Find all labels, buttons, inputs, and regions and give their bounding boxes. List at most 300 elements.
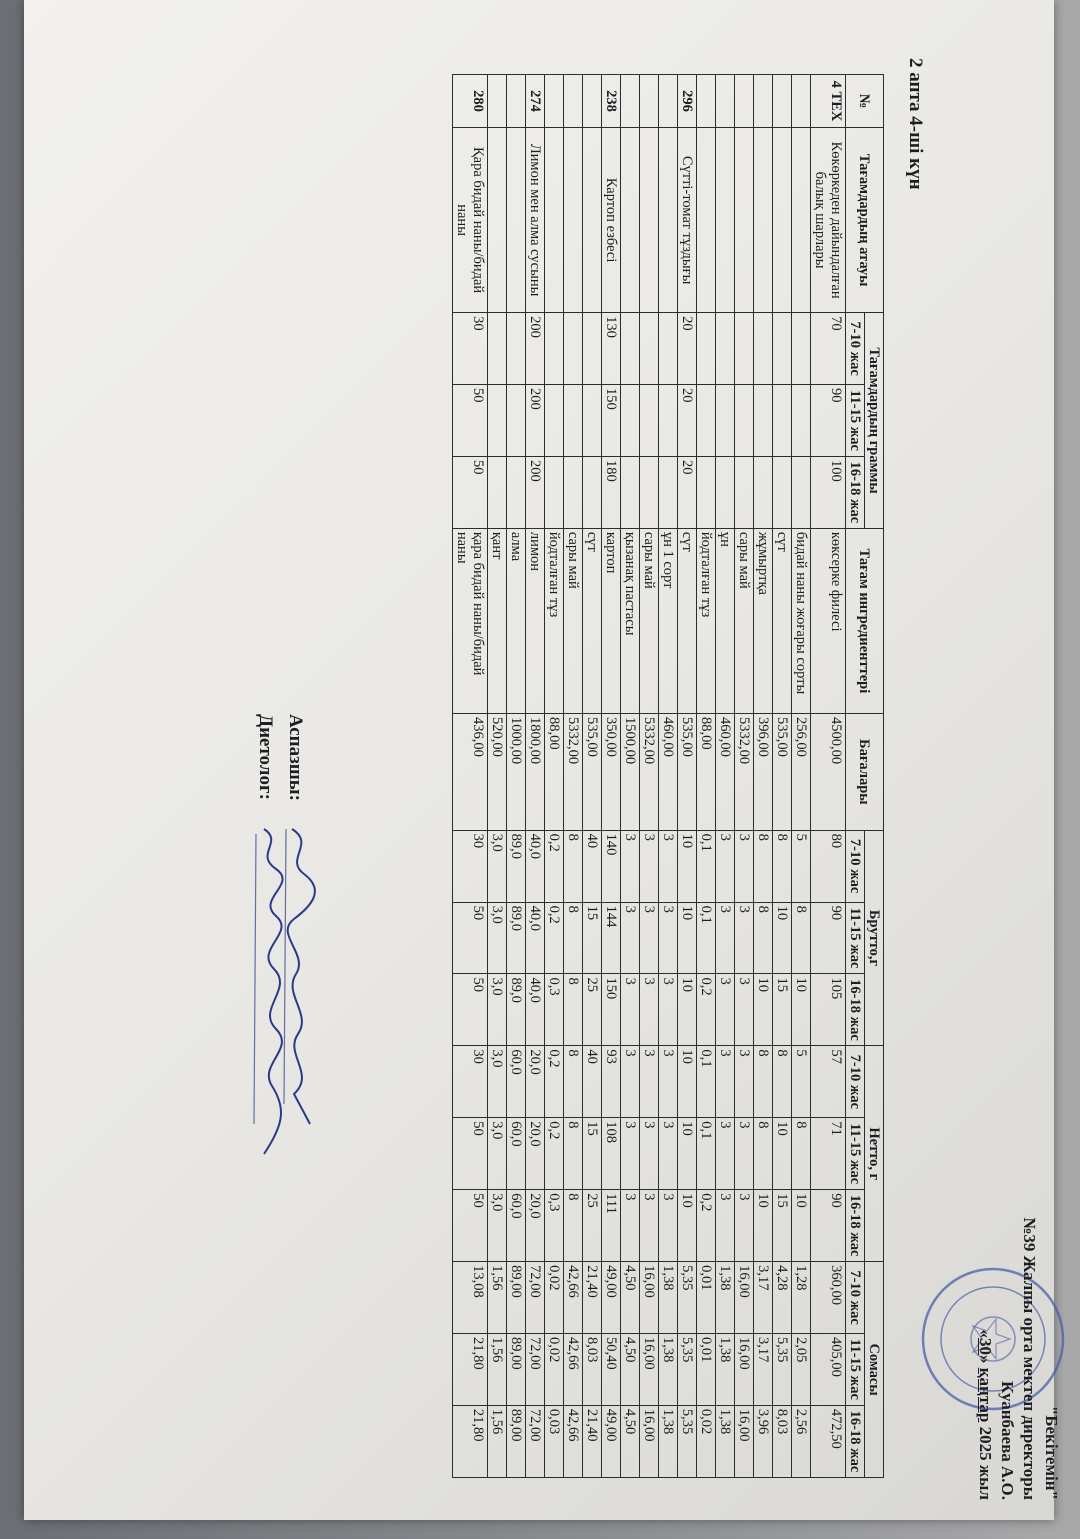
price-cell: 436,00 — [453, 713, 488, 830]
sum-cell: 42,66 — [564, 1405, 583, 1477]
approval-word: "Бекітемін" — [1042, 1405, 1061, 1500]
recipe-code-cell: 280 — [453, 75, 488, 128]
table-row — [564, 75, 583, 1478]
recipe-code-cell — [545, 75, 564, 128]
netto-cell: 8 — [754, 1118, 773, 1190]
dish-name-cell — [697, 128, 716, 313]
dish-gram-cell — [735, 313, 754, 385]
netto-cell: 71 — [811, 1118, 846, 1190]
recipe-code-cell — [564, 75, 583, 128]
netto-cell: 3 — [640, 1118, 659, 1190]
sum-cell: 4,50 — [621, 1334, 640, 1406]
sum-cell: 89,00 — [507, 1262, 526, 1334]
netto-cell: 40 — [583, 1046, 602, 1118]
netto-cell: 108 — [602, 1118, 621, 1190]
dish-name-cell: Қара бидай наны/бидай наны — [453, 128, 488, 313]
dish-gram-cell — [659, 313, 678, 385]
dish-gram-cell — [659, 385, 678, 457]
age-header-sum-0: 7-10 жас — [846, 1262, 865, 1334]
sum-cell: 16,00 — [735, 1262, 754, 1334]
dish-name-cell — [640, 128, 659, 313]
dish-name-cell — [621, 128, 640, 313]
brutto-cell: 3,0 — [488, 974, 507, 1046]
recipe-code-cell — [640, 75, 659, 128]
table-row — [811, 75, 846, 1478]
price-cell: 460,00 — [716, 713, 735, 830]
dish-gram-cell — [792, 456, 811, 528]
netto-cell: 8 — [564, 1190, 583, 1262]
brutto-cell: 3 — [659, 974, 678, 1046]
ingredient-cell: ұн 1 сорт — [659, 528, 678, 713]
brutto-cell: 3,0 — [488, 830, 507, 902]
brutto-cell: 3 — [640, 830, 659, 902]
dish-gram-cell — [640, 456, 659, 528]
price-cell: 5332,00 — [735, 713, 754, 830]
netto-cell: 10 — [792, 1190, 811, 1262]
dish-name-cell — [507, 128, 526, 313]
sum-cell: 0,01 — [697, 1262, 716, 1334]
age-header-gram-0: 7-10 жас — [846, 313, 865, 385]
brutto-cell: 89,0 — [507, 830, 526, 902]
ingredient-cell: сүт — [773, 528, 792, 713]
netto-cell: 3 — [640, 1046, 659, 1118]
sum-cell: 3,17 — [754, 1334, 773, 1406]
brutto-cell: 8 — [754, 830, 773, 902]
col-header-dish-gram: Тағамдардың граммы — [865, 313, 884, 529]
netto-cell: 5 — [792, 1046, 811, 1118]
dish-gram-cell — [621, 313, 640, 385]
recipe-code-cell: 4 ТЕХ — [811, 75, 846, 128]
netto-cell: 3 — [735, 1118, 754, 1190]
ingredient-cell: сүт — [583, 528, 602, 713]
brutto-cell: 3 — [640, 974, 659, 1046]
sum-cell: 8,03 — [773, 1405, 792, 1477]
recipe-code-cell — [583, 75, 602, 128]
sum-cell: 16,00 — [735, 1405, 754, 1477]
table-row — [792, 75, 811, 1478]
recipe-code-cell: 238 — [602, 75, 621, 128]
dish-gram-cell — [716, 385, 735, 457]
menu-table-body — [453, 75, 846, 1478]
dish-gram-cell: 50 — [453, 456, 488, 528]
sum-cell: 5,35 — [678, 1262, 697, 1334]
price-cell: 88,00 — [545, 713, 564, 830]
sum-cell: 4,50 — [621, 1405, 640, 1477]
brutto-cell: 3 — [659, 830, 678, 902]
dish-gram-cell — [545, 385, 564, 457]
age-header-brutto-1: 11-15 жас — [846, 902, 865, 974]
brutto-cell: 3 — [621, 830, 640, 902]
netto-cell: 8 — [564, 1118, 583, 1190]
dish-gram-cell — [754, 313, 773, 385]
netto-cell: 3 — [621, 1190, 640, 1262]
brutto-cell: 3 — [716, 830, 735, 902]
recipe-code-cell — [716, 75, 735, 128]
age-header-brutto-2: 16-18 жас — [846, 974, 865, 1046]
recipe-code-cell — [488, 75, 507, 128]
dish-name-cell: Картоп езбесі — [602, 128, 621, 313]
table-row — [602, 75, 621, 1478]
brutto-cell: 40,0 — [526, 974, 545, 1046]
netto-cell: 3,0 — [488, 1046, 507, 1118]
brutto-cell: 150 — [602, 974, 621, 1046]
dish-gram-cell — [507, 385, 526, 457]
table-row — [453, 75, 488, 1478]
sum-cell: 21,40 — [583, 1405, 602, 1477]
col-header-sum: Сомасы — [865, 1262, 884, 1478]
price-cell: 1800,00 — [526, 713, 545, 830]
table-row — [697, 75, 716, 1478]
sum-cell: 0,02 — [545, 1334, 564, 1406]
dish-name-cell: Сүтті-томат тұздығы — [678, 128, 697, 313]
table-row — [773, 75, 792, 1478]
age-header-gram-2: 16-18 жас — [846, 456, 865, 528]
ingredient-cell: сары май — [640, 528, 659, 713]
netto-cell: 20,0 — [526, 1190, 545, 1262]
price-cell: 1500,00 — [621, 713, 640, 830]
sum-cell: 472,50 — [811, 1405, 846, 1477]
sum-cell: 1,38 — [659, 1334, 678, 1406]
netto-cell: 50 — [453, 1190, 488, 1262]
dish-gram-cell — [488, 313, 507, 385]
dish-name-cell: Лимон мен алма сусыны — [526, 128, 545, 313]
recipe-code-cell — [659, 75, 678, 128]
recipe-code-cell — [507, 75, 526, 128]
date-year: 2025 жыл — [976, 1426, 995, 1500]
school-director-line: №39 Жалпы орта мектеп директоры — [1020, 1217, 1039, 1500]
sum-cell: 49,00 — [602, 1262, 621, 1334]
recipe-code-cell: 274 — [526, 75, 545, 128]
brutto-cell: 25 — [583, 974, 602, 1046]
brutto-cell: 10 — [754, 974, 773, 1046]
dish-name-cell — [716, 128, 735, 313]
age-header-sum-2: 16-18 жас — [846, 1405, 865, 1477]
recipe-code-cell — [621, 75, 640, 128]
sum-cell: 42,66 — [564, 1334, 583, 1406]
dish-gram-cell — [754, 456, 773, 528]
dish-name-cell — [792, 128, 811, 313]
dish-gram-cell — [545, 313, 564, 385]
dish-gram-cell — [697, 313, 716, 385]
ingredient-cell: қызанақ пастасы — [621, 528, 640, 713]
dish-name-cell: Көкөркеден дайындалған балық шарлары — [811, 128, 846, 313]
netto-cell: 3 — [659, 1118, 678, 1190]
dish-gram-cell — [735, 456, 754, 528]
brutto-cell: 8 — [564, 974, 583, 1046]
sum-cell: 4,28 — [773, 1262, 792, 1334]
brutto-cell: 30 — [453, 830, 488, 902]
ingredient-cell: сары май — [564, 528, 583, 713]
dish-name-cell — [773, 128, 792, 313]
recipe-code-cell — [697, 75, 716, 128]
dish-gram-cell — [564, 456, 583, 528]
dish-gram-cell — [697, 456, 716, 528]
col-header-ingredients: Тағам ингредиенттері — [846, 528, 884, 713]
brutto-cell: 144 — [602, 902, 621, 974]
date-day: 30 — [976, 1338, 995, 1355]
price-cell: 396,00 — [754, 713, 773, 830]
netto-cell: 0,2 — [545, 1046, 564, 1118]
sum-cell: 0,02 — [697, 1405, 716, 1477]
sum-cell: 72,00 — [526, 1334, 545, 1406]
brutto-cell: 0,3 — [545, 974, 564, 1046]
netto-cell: 3 — [621, 1118, 640, 1190]
table-row — [526, 75, 545, 1478]
brutto-cell: 40 — [583, 830, 602, 902]
ingredient-cell: картоп — [602, 528, 621, 713]
dish-gram-cell: 50 — [453, 385, 488, 457]
recipe-code-cell — [792, 75, 811, 128]
brutto-cell: 3 — [621, 974, 640, 1046]
ingredient-cell: йодталған тұз — [545, 528, 564, 713]
date-month: қаңтар — [976, 1367, 995, 1423]
sum-cell: 0,02 — [545, 1262, 564, 1334]
dish-name-cell — [488, 128, 507, 313]
dish-gram-cell: 180 — [602, 456, 621, 528]
dish-gram-cell: 200 — [526, 456, 545, 528]
sum-cell: 3,17 — [754, 1262, 773, 1334]
recipe-code-cell — [773, 75, 792, 128]
brutto-cell: 10 — [792, 974, 811, 1046]
brutto-cell: 40,0 — [526, 830, 545, 902]
dish-gram-cell — [621, 385, 640, 457]
sum-cell: 1,28 — [792, 1262, 811, 1334]
sum-cell: 16,00 — [735, 1334, 754, 1406]
sum-cell: 2,05 — [792, 1334, 811, 1406]
recipe-code-cell — [754, 75, 773, 128]
sum-cell: 72,00 — [526, 1405, 545, 1477]
dish-gram-cell — [488, 385, 507, 457]
ingredient-cell: бидай наны жоғары сорты — [792, 528, 811, 713]
dish-gram-cell: 130 — [602, 313, 621, 385]
netto-cell: 8 — [792, 1118, 811, 1190]
ingredient-cell: сүт — [678, 528, 697, 713]
netto-cell: 93 — [602, 1046, 621, 1118]
netto-cell: 3 — [735, 1046, 754, 1118]
dish-name-cell — [564, 128, 583, 313]
netto-cell: 0,1 — [697, 1046, 716, 1118]
price-cell: 5332,00 — [564, 713, 583, 830]
sum-cell: 1,38 — [716, 1334, 735, 1406]
paper-sheet — [24, 0, 1061, 1520]
dietitian-signature-icon — [244, 824, 294, 1184]
brutto-cell: 10 — [773, 902, 792, 974]
sum-cell: 3,96 — [754, 1405, 773, 1477]
cook-label: Аспазшы: — [285, 714, 306, 801]
netto-cell: 8 — [754, 1046, 773, 1118]
brutto-cell: 3 — [659, 902, 678, 974]
col-header-no: № — [846, 75, 884, 128]
netto-cell: 3 — [716, 1118, 735, 1190]
netto-cell: 60,0 — [507, 1118, 526, 1190]
sum-cell: 5,35 — [773, 1334, 792, 1406]
menu-table — [452, 74, 884, 1478]
netto-cell: 0,3 — [545, 1190, 564, 1262]
price-cell: 5332,00 — [640, 713, 659, 830]
dish-gram-cell — [545, 456, 564, 528]
table-row — [716, 75, 735, 1478]
brutto-cell: 89,0 — [507, 974, 526, 1046]
table-row — [488, 75, 507, 1478]
table-row — [507, 75, 526, 1478]
dish-gram-cell: 70 — [811, 313, 846, 385]
netto-cell: 3 — [640, 1190, 659, 1262]
dish-gram-cell — [564, 385, 583, 457]
dish-gram-cell — [792, 385, 811, 457]
brutto-cell: 89,0 — [507, 902, 526, 974]
price-cell: 535,00 — [678, 713, 697, 830]
sum-cell: 16,00 — [640, 1405, 659, 1477]
dish-gram-cell — [716, 313, 735, 385]
table-row — [621, 75, 640, 1478]
brutto-cell: 8 — [792, 902, 811, 974]
netto-cell: 10 — [678, 1046, 697, 1118]
age-header-sum-1: 11-15 жас — [846, 1334, 865, 1406]
sum-cell: 5,35 — [678, 1334, 697, 1406]
netto-cell: 30 — [453, 1046, 488, 1118]
age-header-netto-0: 7-10 жас — [846, 1046, 865, 1118]
brutto-cell: 90 — [811, 902, 846, 974]
sum-cell: 89,00 — [507, 1334, 526, 1406]
dish-gram-cell — [754, 385, 773, 457]
brutto-cell: 3,0 — [488, 902, 507, 974]
col-header-brutto: Брутто,г — [865, 830, 884, 1046]
table-row — [583, 75, 602, 1478]
sum-cell: 1,38 — [716, 1405, 735, 1477]
netto-cell: 60,0 — [507, 1046, 526, 1118]
netto-cell: 50 — [453, 1118, 488, 1190]
sum-cell: 13,08 — [453, 1262, 488, 1334]
table-row — [640, 75, 659, 1478]
price-cell: 535,00 — [773, 713, 792, 830]
col-header-dish-name: Тағамдардың атауы — [846, 128, 884, 313]
sum-cell: 0,01 — [697, 1334, 716, 1406]
price-cell: 256,00 — [792, 713, 811, 830]
sum-cell: 21,80 — [453, 1405, 488, 1477]
ingredient-cell: көксерке филесі — [811, 528, 846, 713]
brutto-cell: 0,2 — [545, 830, 564, 902]
brutto-cell: 5 — [792, 830, 811, 902]
dish-gram-cell — [583, 313, 602, 385]
brutto-cell: 3 — [716, 974, 735, 1046]
dish-gram-cell — [583, 385, 602, 457]
netto-cell: 10 — [773, 1118, 792, 1190]
netto-cell: 3,0 — [488, 1190, 507, 1262]
netto-cell: 15 — [773, 1190, 792, 1262]
dish-gram-cell: 200 — [526, 313, 545, 385]
dish-gram-cell — [659, 456, 678, 528]
dish-gram-cell — [792, 313, 811, 385]
sum-cell: 42,66 — [564, 1262, 583, 1334]
sum-cell: 0,03 — [545, 1405, 564, 1477]
dish-gram-cell — [640, 313, 659, 385]
table-row — [545, 75, 564, 1478]
ingredient-cell: ұн — [716, 528, 735, 713]
dish-gram-cell — [621, 456, 640, 528]
netto-cell: 3 — [735, 1190, 754, 1262]
sum-cell: 1,38 — [659, 1262, 678, 1334]
brutto-cell: 8 — [754, 902, 773, 974]
sum-cell: 16,00 — [640, 1334, 659, 1406]
brutto-cell: 50 — [453, 902, 488, 974]
sum-cell: 1,56 — [488, 1334, 507, 1406]
sum-cell: 2,56 — [792, 1405, 811, 1477]
approval-date: «30» қаңтар 2025 жыл — [976, 1329, 995, 1500]
sum-cell: 360,00 — [811, 1262, 846, 1334]
sum-cell: 405,00 — [811, 1334, 846, 1406]
recipe-code-cell — [735, 75, 754, 128]
brutto-cell: 0,2 — [545, 902, 564, 974]
brutto-cell: 40,0 — [526, 902, 545, 974]
ingredient-cell: жұмыртқа — [754, 528, 773, 713]
brutto-cell: 15 — [583, 902, 602, 974]
sum-cell: 1,56 — [488, 1262, 507, 1334]
ingredient-cell: қара бидай наны/бидай наны — [453, 528, 488, 713]
brutto-cell: 3 — [735, 830, 754, 902]
recipe-code-cell: 296 — [678, 75, 697, 128]
netto-cell: 3 — [716, 1190, 735, 1262]
dish-gram-cell — [773, 385, 792, 457]
dietitian-signature-row — [250, 714, 280, 801]
netto-cell: 20,0 — [526, 1046, 545, 1118]
sum-cell: 21,40 — [583, 1262, 602, 1334]
table-row — [735, 75, 754, 1478]
dish-gram-cell: 150 — [602, 385, 621, 457]
age-header-brutto-0: 7-10 жас — [846, 830, 865, 902]
age-header-netto-1: 11-15 жас — [846, 1118, 865, 1190]
dish-gram-cell: 100 — [811, 456, 846, 528]
sum-cell: 21,80 — [453, 1334, 488, 1406]
dish-name-cell — [659, 128, 678, 313]
dish-name-cell — [735, 128, 754, 313]
dish-gram-cell: 20 — [678, 313, 697, 385]
price-cell: 1000,00 — [507, 713, 526, 830]
dish-gram-cell: 30 — [453, 313, 488, 385]
dish-gram-cell — [488, 456, 507, 528]
col-header-netto: Нетто, г — [865, 1046, 884, 1262]
netto-cell: 60,0 — [507, 1190, 526, 1262]
dish-gram-cell — [697, 385, 716, 457]
netto-cell: 20,0 — [526, 1118, 545, 1190]
brutto-cell: 50 — [453, 974, 488, 1046]
brutto-cell: 10 — [678, 902, 697, 974]
ingredient-cell: қант — [488, 528, 507, 713]
cook-signature-row — [280, 714, 310, 801]
page-title: 2 апта 4-ші күн — [905, 58, 926, 190]
approval-block — [974, 1217, 1062, 1500]
netto-cell: 3 — [716, 1046, 735, 1118]
sum-cell: 16,00 — [640, 1262, 659, 1334]
age-header-netto-2: 16-18 жас — [846, 1190, 865, 1262]
dish-name-cell — [545, 128, 564, 313]
price-cell: 4500,00 — [811, 713, 846, 830]
sum-cell: 8,03 — [583, 1334, 602, 1406]
brutto-cell: 140 — [602, 830, 621, 902]
brutto-cell: 3 — [716, 902, 735, 974]
netto-cell: 10 — [678, 1118, 697, 1190]
netto-cell: 111 — [602, 1190, 621, 1262]
price-cell: 460,00 — [659, 713, 678, 830]
dish-gram-cell — [716, 456, 735, 528]
netto-cell: 3,0 — [488, 1118, 507, 1190]
table-row — [754, 75, 773, 1478]
rotated-document — [58, 14, 1068, 1524]
col-header-prices: Бағалары — [846, 713, 884, 830]
ingredient-cell: йодталған тұз — [697, 528, 716, 713]
price-cell: 350,00 — [602, 713, 621, 830]
sum-cell: 4,50 — [621, 1262, 640, 1334]
dish-gram-cell — [773, 456, 792, 528]
